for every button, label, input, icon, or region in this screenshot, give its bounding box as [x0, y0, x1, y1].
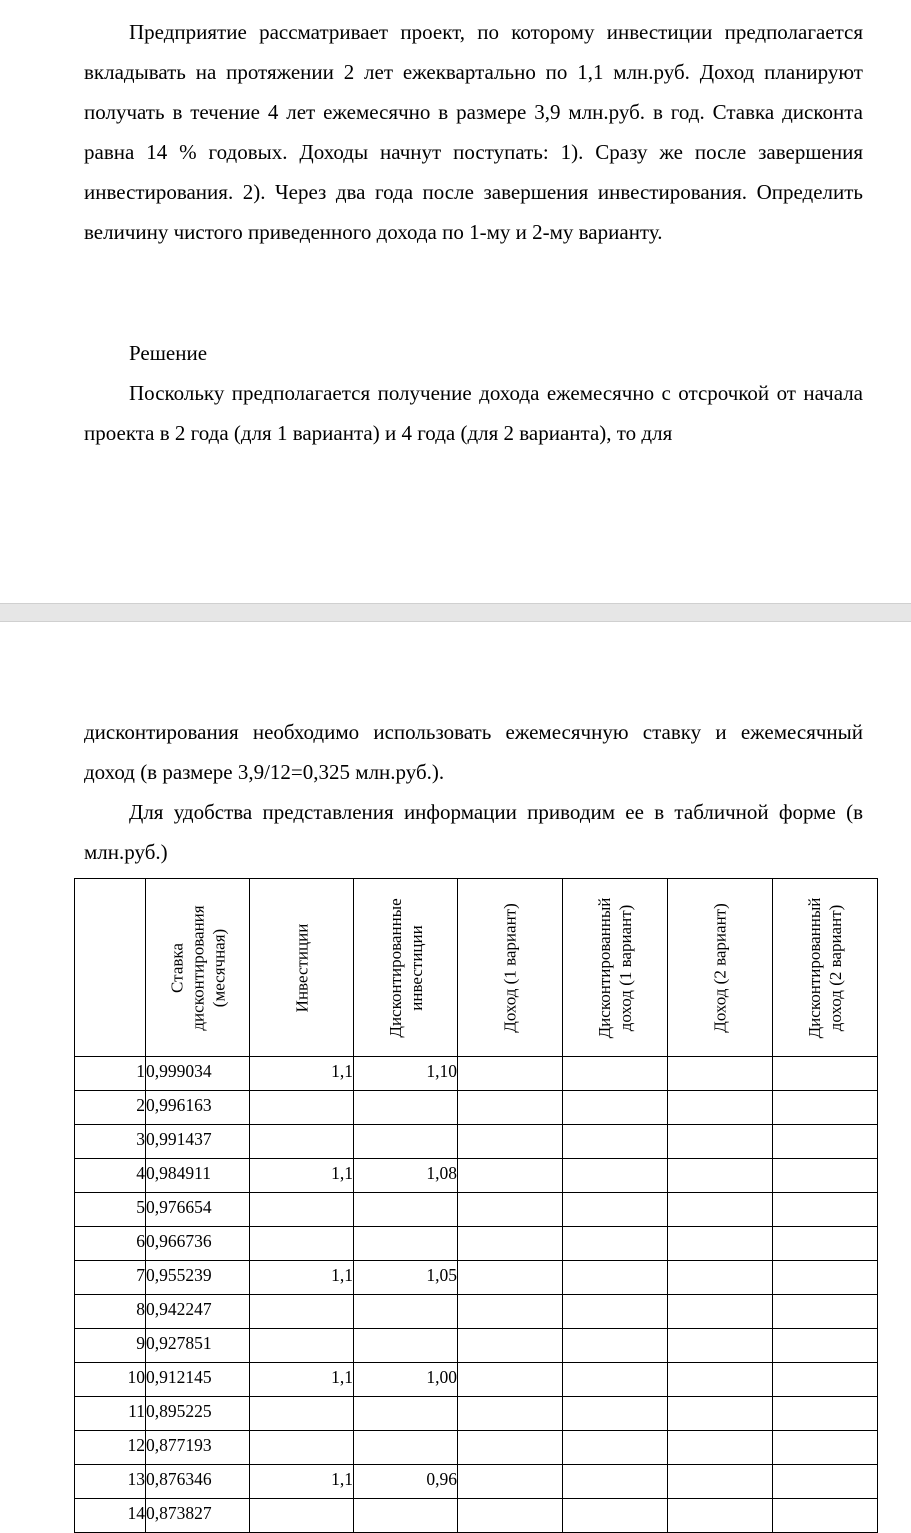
discount-rate-cell: 0,996163	[146, 1091, 250, 1125]
income-v1-cell	[458, 1091, 563, 1125]
table-row	[75, 1057, 878, 1091]
problem-statement: Предприятие рассматривает проект, по которому инвестиции предполагается вкладывать на протяжении 2 лет ежеквартально по 1,1 млн.руб. Доход планируют получать в течение 4 лет ежемесячно в размере 3,9 млн.руб. в год. Ставка дисконта равна 14 % годовых. Доходы начнут поступать: 1). Сразу же после завершения инвестирования. 2). Через два года после завершения инвестирования. Определить величину чистого приведенного дохода по 1-му и 2-му варианту.	[84, 20, 863, 244]
investment-cell	[250, 1125, 354, 1159]
discounted-investment-cell	[354, 1295, 458, 1329]
discount-rate-cell: 0,999034	[146, 1057, 250, 1091]
row-number: 9	[75, 1329, 146, 1363]
discounted-investment-cell: 0,96	[354, 1465, 458, 1499]
header-discount-rate: Ставка дисконтирования (месячная)	[146, 879, 250, 1057]
discounted-income-v1-cell	[563, 1499, 668, 1533]
row-number: 12	[75, 1431, 146, 1465]
discount-rate-cell: 0,912145	[146, 1363, 250, 1397]
discount-rate-cell: 0,873827	[146, 1499, 250, 1533]
table-row	[75, 1125, 878, 1159]
header-index	[75, 879, 146, 1057]
investment-cell	[250, 1227, 354, 1261]
row-number: 4	[75, 1159, 146, 1193]
discounted-income-v2-cell	[773, 1465, 878, 1499]
discounted-income-v2-cell	[773, 1125, 878, 1159]
solution-heading: Решение	[129, 341, 208, 365]
income-v2-cell	[668, 1397, 773, 1431]
income-v1-cell	[458, 1431, 563, 1465]
table-body	[75, 1057, 878, 1533]
header-discounted-investments: Дисконтированные инвестиции	[354, 879, 458, 1057]
discount-rate-cell: 0,877193	[146, 1431, 250, 1465]
discounted-investment-cell	[354, 1329, 458, 1363]
income-v1-cell	[458, 1295, 563, 1329]
discounted-income-v2-cell	[773, 1057, 878, 1091]
row-number: 2	[75, 1091, 146, 1125]
table-header-row	[75, 879, 878, 1057]
discount-rate-cell: 0,942247	[146, 1295, 250, 1329]
discounted-income-v2-cell	[773, 1499, 878, 1533]
document-page-2	[0, 622, 911, 1528]
income-v1-cell	[458, 1193, 563, 1227]
discounted-income-v2-cell	[773, 1159, 878, 1193]
investment-cell	[250, 1499, 354, 1533]
income-v2-cell	[668, 1159, 773, 1193]
discounted-income-v2-cell	[773, 1431, 878, 1465]
table-row	[75, 1397, 878, 1431]
income-v1-cell	[458, 1261, 563, 1295]
discounted-income-v1-cell	[563, 1363, 668, 1397]
row-number: 8	[75, 1295, 146, 1329]
header-income-variant-1: Доход (1 вариант)	[458, 879, 563, 1057]
row-number: 14	[75, 1499, 146, 1533]
page-separator	[0, 603, 911, 622]
header-investments: Инвестиции	[250, 879, 354, 1057]
header-discounted-income-variant-1: Дисконтированный доход (1 вариант)	[563, 879, 668, 1057]
discounted-income-v1-cell	[563, 1465, 668, 1499]
discounted-income-v1-cell	[563, 1057, 668, 1091]
discounted-income-v2-cell	[773, 1193, 878, 1227]
investment-cell	[250, 1397, 354, 1431]
discounted-income-v2-cell	[773, 1397, 878, 1431]
discounted-income-v2-cell	[773, 1091, 878, 1125]
discounted-income-v1-cell	[563, 1091, 668, 1125]
income-v2-cell	[668, 1057, 773, 1091]
table-row	[75, 1295, 878, 1329]
discounted-income-v1-cell	[563, 1295, 668, 1329]
income-v1-cell	[458, 1227, 563, 1261]
discounted-income-v2-cell	[773, 1363, 878, 1397]
continuation-paragraph: дисконтирования необходимо использовать ежемесячную ставку и ежемесячный доход (в размере 3,9/12=0,325 млн.руб.).	[84, 720, 863, 784]
discounted-income-v1-cell	[563, 1329, 668, 1363]
table-row	[75, 1091, 878, 1125]
discounted-income-v1-cell	[563, 1261, 668, 1295]
row-number: 6	[75, 1227, 146, 1261]
row-number: 3	[75, 1125, 146, 1159]
discounted-income-v1-cell	[563, 1227, 668, 1261]
discounted-investment-cell	[354, 1091, 458, 1125]
table-row	[75, 1363, 878, 1397]
income-v1-cell	[458, 1363, 563, 1397]
investment-cell: 1,1	[250, 1261, 354, 1295]
investment-cell	[250, 1329, 354, 1363]
table-row	[75, 1193, 878, 1227]
discounted-income-v2-cell	[773, 1227, 878, 1261]
table-intro-paragraph: Для удобства представления информации приводим ее в табличной форме (в млн.руб.)	[84, 800, 863, 864]
income-v2-cell	[668, 1363, 773, 1397]
discounted-income-v1-cell	[563, 1193, 668, 1227]
discounted-investment-cell: 1,10	[354, 1057, 458, 1091]
income-v2-cell	[668, 1261, 773, 1295]
income-v1-cell	[458, 1397, 563, 1431]
investment-cell	[250, 1091, 354, 1125]
row-number: 1	[75, 1057, 146, 1091]
discount-rate-cell: 0,876346	[146, 1465, 250, 1499]
discount-table	[74, 878, 878, 1533]
discounted-investment-cell	[354, 1431, 458, 1465]
discount-rate-cell: 0,991437	[146, 1125, 250, 1159]
income-v2-cell	[668, 1125, 773, 1159]
table-row	[75, 1159, 878, 1193]
discount-rate-cell: 0,927851	[146, 1329, 250, 1363]
investment-cell	[250, 1193, 354, 1227]
discounted-investment-cell	[354, 1125, 458, 1159]
discounted-investment-cell: 1,05	[354, 1261, 458, 1295]
income-v1-cell	[458, 1057, 563, 1091]
row-number: 7	[75, 1261, 146, 1295]
discount-rate-cell: 0,955239	[146, 1261, 250, 1295]
income-v1-cell	[458, 1125, 563, 1159]
discounted-investment-cell	[354, 1397, 458, 1431]
discounted-income-v1-cell	[563, 1125, 668, 1159]
discounted-income-v2-cell	[773, 1261, 878, 1295]
income-v1-cell	[458, 1499, 563, 1533]
income-v2-cell	[668, 1193, 773, 1227]
header-discounted-income-variant-2: Дисконтированный доход (2 вариант)	[773, 879, 878, 1057]
income-v2-cell	[668, 1227, 773, 1261]
discounted-investment-cell: 1,00	[354, 1363, 458, 1397]
discount-rate-cell: 0,984911	[146, 1159, 250, 1193]
table-row	[75, 1329, 878, 1363]
table-row	[75, 1227, 878, 1261]
header-income-variant-2: Доход (2 вариант)	[668, 879, 773, 1057]
investment-cell: 1,1	[250, 1465, 354, 1499]
income-v2-cell	[668, 1465, 773, 1499]
investment-cell	[250, 1295, 354, 1329]
discounted-investment-cell	[354, 1499, 458, 1533]
row-number: 11	[75, 1397, 146, 1431]
income-v1-cell	[458, 1159, 563, 1193]
income-v1-cell	[458, 1465, 563, 1499]
investment-cell: 1,1	[250, 1363, 354, 1397]
document-page-1	[0, 0, 911, 603]
discounted-income-v1-cell	[563, 1431, 668, 1465]
income-v2-cell	[668, 1499, 773, 1533]
income-v2-cell	[668, 1091, 773, 1125]
table-row	[75, 1261, 878, 1295]
row-number: 13	[75, 1465, 146, 1499]
solution-paragraph: Поскольку предполагается получение дохода ежемесячно с отсрочкой от начала проекта в 2 года (для 1 варианта) и 4 года (для 2 варианта), то для	[84, 381, 863, 445]
table-row	[75, 1431, 878, 1465]
investment-cell: 1,1	[250, 1159, 354, 1193]
discount-rate-cell: 0,966736	[146, 1227, 250, 1261]
discounted-income-v2-cell	[773, 1329, 878, 1363]
discounted-investment-cell	[354, 1193, 458, 1227]
discounted-income-v2-cell	[773, 1295, 878, 1329]
income-v1-cell	[458, 1329, 563, 1363]
discount-rate-cell: 0,895225	[146, 1397, 250, 1431]
income-v2-cell	[668, 1329, 773, 1363]
income-v2-cell	[668, 1295, 773, 1329]
discounted-investment-cell	[354, 1227, 458, 1261]
investment-cell	[250, 1431, 354, 1465]
discounted-investment-cell: 1,08	[354, 1159, 458, 1193]
discount-rate-cell: 0,976654	[146, 1193, 250, 1227]
discounted-income-v1-cell	[563, 1159, 668, 1193]
income-v2-cell	[668, 1431, 773, 1465]
table-row	[75, 1465, 878, 1499]
row-number: 10	[75, 1363, 146, 1397]
discounted-income-v1-cell	[563, 1397, 668, 1431]
investment-cell: 1,1	[250, 1057, 354, 1091]
row-number: 5	[75, 1193, 146, 1227]
table-row	[75, 1499, 878, 1533]
